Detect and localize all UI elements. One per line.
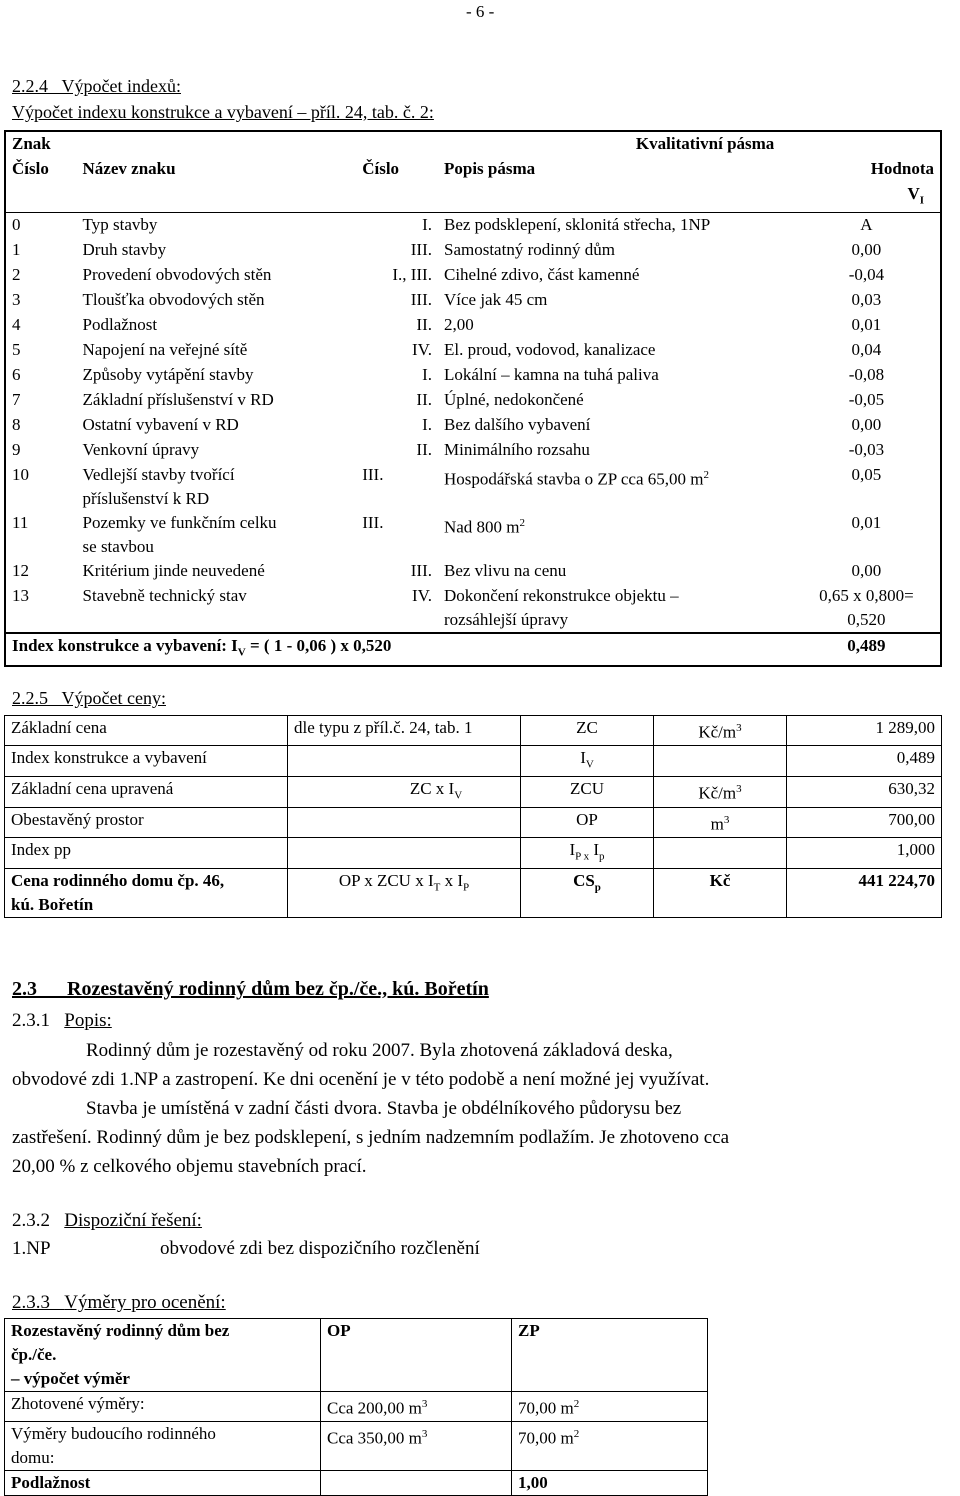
header-znak: Znak	[12, 134, 51, 153]
floor-layout: 1.NP obvodové zdi bez dispozičního rozčlenění	[12, 1238, 480, 1259]
table-row: 0 Typ stavby I. Bez podsklepení, sklonitá střecha, 1NP A	[12, 215, 873, 235]
section-225-heading: 2.2.5 Výpočet ceny:	[12, 688, 166, 708]
section-231-heading: 2.3.1 Popis:	[12, 1010, 112, 1031]
table-row: 1 Druh stavby III. Samostatný rodinný dům 0,00	[12, 240, 882, 260]
description-paragraph-1: Rodinný dům je rozestavěný od roku 2007. Byla zhotovená základová deska, obvodové zdi 1.NP a zastropení. Ke dni ocenění je v této podobě a není možné jej využívat.	[12, 1040, 710, 1090]
section-233-heading: 2.3.3 Výměry pro ocenění:	[12, 1292, 226, 1313]
header-hodnota: Hodnota	[870, 159, 934, 178]
table-row: Základní cena dle typu z příl.č. 24, tab. 1 ZC $Kč/m^3$ 1 289,00	[5, 716, 942, 746]
price-table	[4, 715, 942, 918]
index-total-value: 0,489	[793, 633, 941, 665]
header-vi: $V_I$	[793, 182, 941, 213]
table-row: Podlažnost 1,00	[5, 1470, 708, 1495]
header-cislo-pasma: Číslo	[362, 159, 400, 178]
header-popis-pasma: Popis pásma	[443, 159, 536, 178]
header-kvalitativni-pasma: Kvalitativní pásma	[635, 134, 775, 153]
table-row: 3 Tloušťka obvodových stěn III. Více jak 45 cm 0,03	[12, 290, 882, 310]
table-row: Cena rodinného domu čp. 46, kú. Bořetín OP x ZCU x $I_T$ x $I_P$ $CS_p$ Kč 441 224,70	[5, 869, 942, 918]
table-row: Index konstrukce a vybavení $I_V$ 0,489	[5, 745, 942, 776]
table-row: 10 Vedlejší stavby tvořící příslušenství k RD III. Hospodářská stavba o ZP cca 65,00 $m^2$ 0,05	[12, 465, 882, 509]
page-number: - 6 -	[466, 2, 495, 21]
section-232-heading: 2.3.2 Dispoziční řešení:	[12, 1210, 202, 1231]
table-row: 12 Kritérium jinde neuvedené III. Bez vlivu na cenu 0,00	[12, 561, 882, 581]
header-nazev-znaku: Název znaku	[82, 159, 176, 178]
table-row: 13 Stavebně technický stav IV. Dokončení rekonstrukce objektu – rozsáhlejší úpravy 0,65 x 0,800= 0,520	[12, 586, 914, 630]
table-row: 6 Způsoby vytápění stavby I. Lokální – kamna na tuhá paliva -0,08	[12, 365, 885, 385]
table-row: Zhotovené výměry: Cca 200,00 $m^3$ 70,00 $m^2$	[5, 1392, 708, 1422]
table-row: Základní cena upravená ZC x $I_V$ ZCU $Kč/m^3$ 630,32	[5, 777, 942, 808]
table-row: 9 Venkovní úpravy II. Minimálního rozsahu -0,03	[12, 440, 885, 460]
table-row: Rozestavěný rodinný dům bez čp./če. – výpočet výměr OP ZP	[5, 1319, 708, 1392]
section-23-heading: 2.3 Rozestavěný rodinný dům bez čp./če., kú. Bořetín	[12, 978, 489, 1000]
section-224-number: 2.2.4	[12, 76, 48, 96]
table-row: 11 Pozemky ve funkčním celku se stavbou III. Nad 800 $m^2$ 0,01	[12, 513, 882, 557]
table-row: 8 Ostatní vybavení v RD I. Bez dalšího vybavení 0,00	[12, 415, 882, 435]
dimensions-table	[4, 1318, 708, 1496]
table-row: 2 Provedení obvodových stěn I., III. Cihelné zdivo, část kamenné -0,04	[12, 265, 885, 285]
index-total-row: Index konstrukce a vybavení: $I_V$ = ( 1 - 0,06 ) x 0,520 0,489	[5, 633, 941, 665]
section-224-heading	[12, 76, 181, 97]
index-table	[4, 130, 942, 667]
total-price-value: 441 224,70	[787, 869, 942, 918]
section-224-title: Výpočet indexů:	[61, 76, 181, 96]
table-row: 5 Napojení na veřejné sítě IV. El. proud, vodovod, kanalizace 0,04	[12, 340, 882, 360]
table-row: 4 Podlažnost II. 2,00 0,01	[12, 315, 882, 335]
section-224-subtitle: Výpočet indexu konstrukce a vybavení – příl. 24, tab. č. 2:	[12, 102, 434, 122]
header-cislo: Číslo	[12, 159, 49, 178]
table-row: Výměry budoucího rodinného domu: Cca 350,00 $m^3$ 70,00 $m^2$	[5, 1421, 708, 1470]
description-paragraph-2: Stavba je umístěná v zadní části dvora. Stavba je obdélníkového půdorysu bez zastřešení. Rodinný dům je bez podsklepení, s jedním nadzemním podlažím. Je zhotoveno cca 20,00 % z celkového objemu stavebních prací.	[12, 1098, 730, 1177]
table-row: 7 Základní příslušenství v RD II. Úplné, nedokončené -0,05	[12, 390, 885, 410]
table-row: Index pp $I_{P x}$ $I_p$ 1,000	[5, 838, 942, 869]
table-row: Obestavěný prostor OP $m^3$ 700,00	[5, 808, 942, 838]
